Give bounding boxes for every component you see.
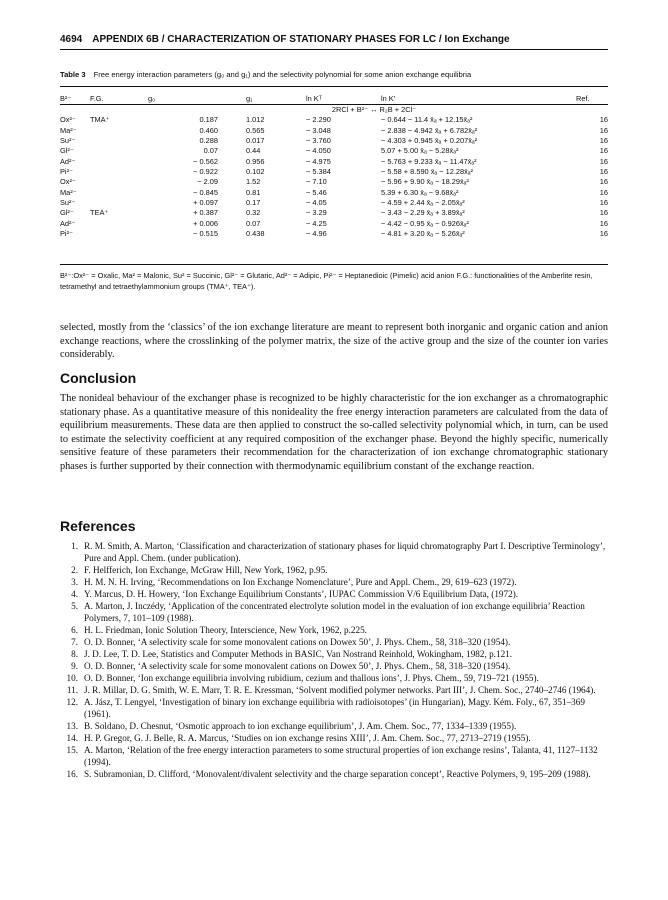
cell-g0: − 2.09 xyxy=(197,177,218,187)
free-energy-table xyxy=(60,92,608,239)
cell-lnkt: − 4.050 xyxy=(306,146,331,156)
cell-fg xyxy=(90,146,148,156)
cell-ref: 16 xyxy=(599,156,608,166)
reference-number: 1. xyxy=(71,541,78,551)
cell-g1: 1.012 xyxy=(246,115,265,125)
cell-polynomial: − 0.644 − 11.4 x̄ₐ + 12.15x̄ₐ² xyxy=(381,115,473,125)
cell-lnkt: − 4.975 xyxy=(306,156,331,166)
reference-number: 3. xyxy=(71,577,78,587)
cell-lnkt: − 5.384 xyxy=(306,167,331,177)
table-row xyxy=(60,157,608,167)
reference-text: O. D. Bonner, ‘Ion exchange equilibria involving rubidium, cezium and thallous ions’, J. Phys. Chem., 59, 719–721 (1955). xyxy=(84,673,539,683)
cell-fg xyxy=(90,219,148,229)
reference-item xyxy=(60,636,608,648)
cell-lnkt: − 2.290 xyxy=(306,115,331,125)
table-row xyxy=(60,126,608,136)
cell-g0: 0.288 xyxy=(199,136,218,146)
reference-text: A. Marton, J. Inczédy, ‘Application of the concentrated electrolyte solution model in the evaluation of ion exchange equilibria’ Reaction Polymers, 7, 101–109 (1988). xyxy=(84,601,585,623)
cell-ion: Pi²⁻ xyxy=(60,167,73,177)
reference-text: H. L. Friedman, Ionic Solution Theory, Interscience, New York, 1962, p.225. xyxy=(84,625,367,635)
cell-ref: 16 xyxy=(599,167,608,177)
reference-number: 13. xyxy=(66,721,78,731)
cell-ion: Ad²⁻ xyxy=(60,218,76,228)
cell-lnkt: − 4.96 xyxy=(306,229,327,239)
cell-ion: Pi²⁻ xyxy=(60,229,73,239)
cell-g0: 0.460 xyxy=(199,125,218,135)
cell-g0: + 0.387 xyxy=(193,208,218,218)
cell-g1: 0.017 xyxy=(246,136,265,146)
reference-number: 14. xyxy=(66,733,78,743)
cell-ion: Ma²⁻ xyxy=(60,187,77,197)
cell-g1: 0.17 xyxy=(246,198,261,208)
header-g1: g₁ xyxy=(246,93,253,103)
table-header-row xyxy=(60,92,608,105)
cell-ion: Ox²⁻ xyxy=(60,115,76,125)
cell-ref: 16 xyxy=(599,177,608,187)
cell-fg: TMA⁺ xyxy=(90,115,110,125)
reference-text: H. P. Gregor, G. J. Belle, R. A. Marcus, ‘Studies on ion exchange resins XIII’, J. Am. Chem. Soc., 77, 2713–2719 (1955). xyxy=(84,733,531,743)
conclusion-paragraph: The nonideal behaviour of the exchanger phase is recognized to be highly characteristic for the ion exchanger as a chromatographic stationary phase. As a quantitative measure of this nonideality the free energy interaction parameters are calculated from the data of equilibrium measurements. These data are then applied to construct the so-called selectivity polynomial which, in turn, can be used to estimate the selectivity coefficient at any required composition of the exchanger phase. Beyond the highly specific, numerically sensitive feature of these parameters their recommendation for the characterization of ion exchange chromatographic stationary phases is further supported by their connection with thermodynamic equilibrium constant of the exchange reaction. xyxy=(60,393,608,472)
cell-g1: 0.102 xyxy=(246,167,265,177)
cell-g0: 0.07 xyxy=(203,146,218,156)
reference-number: 11. xyxy=(66,685,78,695)
references-heading: References xyxy=(60,518,136,534)
cell-lnkt: − 4.25 xyxy=(306,218,327,228)
cell-ion: Ox²⁻ xyxy=(60,177,76,187)
cell-lnkt: − 5.46 xyxy=(306,187,327,197)
cell-g0: 0.187 xyxy=(199,115,218,125)
cell-g0: + 0.006 xyxy=(193,218,218,228)
cell-polynomial: − 3.43 − 2.29 x̄ₐ + 3.89x̄ₐ² xyxy=(381,208,465,218)
header-rule xyxy=(60,49,608,50)
cell-g1: 0.07 xyxy=(246,218,261,228)
reference-item xyxy=(60,648,608,660)
header-lnkt: ln Kᵀ xyxy=(306,93,322,103)
reference-text: J. D. Lee, T. D. Lee, Statistics and Computer Methods in BASIC, Van Nostrand Reinhold, Wokingham, 1982, p.121. xyxy=(84,649,513,659)
table-row xyxy=(60,177,608,187)
reference-number: 10. xyxy=(66,673,78,683)
reference-item xyxy=(60,540,608,564)
reference-item xyxy=(60,720,608,732)
cell-g1: 0.438 xyxy=(246,229,265,239)
cell-g0: − 0.922 xyxy=(193,167,218,177)
header-g0: g₀ xyxy=(148,93,156,103)
reference-item xyxy=(60,588,608,600)
cell-g1: 1.52 xyxy=(246,177,261,187)
header-fg: F.G. xyxy=(90,93,104,103)
reference-text: R. M. Smith, A. Marton, ‘Classification and characterization of stationary phases for liquid chromatography Part I. Descriptive Terminology’, Pure and Appl. Chem. (under publication). xyxy=(84,541,606,563)
table-row xyxy=(60,229,608,239)
table-row xyxy=(60,198,608,208)
cell-polynomial: − 5.58 + 8.590 x̄ₐ − 12.28x̄ₐ² xyxy=(381,167,473,177)
cell-ref: 16 xyxy=(599,146,608,156)
cell-g0: − 0.515 xyxy=(193,229,218,239)
cell-g1: 0.32 xyxy=(246,208,261,218)
cell-ref: 16 xyxy=(599,115,608,125)
reference-text: A. Jász, T. Lengyel, ‘Investigation of binary ion exchange equilibria with radioisotopes’ (in Hungarian), Magy. Kém. Foly., 67, 351–369 (1961). xyxy=(84,697,585,719)
page-number: 4694 xyxy=(60,34,83,45)
cell-ref: 16 xyxy=(599,136,608,146)
cell-g1: 0.956 xyxy=(246,156,265,166)
cell-fg xyxy=(90,198,148,208)
header-ref: Ref. xyxy=(576,93,590,103)
reference-text: J. R. Millar, D. G. Smith, W. E. Marr, T. R. E. Kressman, ‘Solvent modified polymer networks. Part III’, J. Chem. Soc., 2740–2746 (1964). xyxy=(84,685,596,695)
cell-ref: 16 xyxy=(599,187,608,197)
table-row xyxy=(60,115,608,125)
cell-polynomial: − 4.303 + 0.945 x̄ₐ + 0.207x̄ₐ² xyxy=(381,136,478,146)
reference-item xyxy=(60,624,608,636)
cell-g0: − 0.562 xyxy=(193,156,218,166)
reference-text: Y. Marcus, D. H. Howery, ‘Ion Exchange Equilibrium Constants’, IUPAC Commission V/6 Equilibrium Data, (1972). xyxy=(84,589,519,599)
reference-number: 4. xyxy=(71,589,78,599)
table-row xyxy=(60,146,608,156)
table-row xyxy=(60,208,608,218)
table-row xyxy=(60,188,608,198)
cell-ion: Su²⁻ xyxy=(60,198,76,208)
reference-number: 16. xyxy=(66,769,78,779)
header-lnk-prime: ln K′ xyxy=(381,93,396,103)
table-row xyxy=(60,136,608,146)
cell-lnkt: − 3.760 xyxy=(306,136,331,146)
reference-item xyxy=(60,696,608,720)
cell-ion: Su²⁻ xyxy=(60,136,76,146)
cell-lnkt: − 7.10 xyxy=(306,177,327,187)
reference-number: 9. xyxy=(71,661,78,671)
reference-number: 5. xyxy=(71,601,78,611)
reference-item xyxy=(60,732,608,744)
cell-fg xyxy=(90,229,148,239)
reference-item xyxy=(60,684,608,696)
reference-number: 12. xyxy=(66,697,78,707)
running-head xyxy=(60,34,608,45)
reference-text: O. D. Bonner, ‘A selectivity scale for some monovalent cations on Dowex 50’, J. Phys. Chem., 58, 318–320 (1954). xyxy=(84,637,511,647)
reference-text: S. Subramonian, D. Clifford, ‘Monovalent/divalent selectivity and the charge separation concept’, Reactive Polymers, 9, 195–209 (1988). xyxy=(84,769,591,779)
reference-number: 8. xyxy=(71,649,78,659)
cell-ref: 16 xyxy=(599,198,608,208)
cell-ion: Ma²⁻ xyxy=(60,125,77,135)
table-label: Table 3 xyxy=(60,70,86,79)
cell-ion: Gl²⁻ xyxy=(60,146,74,156)
cell-fg xyxy=(90,157,148,167)
cell-polynomial: − 5.96 + 9.90 x̄ₐ − 18.29x̄ₐ² xyxy=(381,177,469,187)
reference-item xyxy=(60,660,608,672)
cell-ref: 16 xyxy=(599,218,608,228)
reference-item xyxy=(60,768,608,780)
reference-item xyxy=(60,600,608,624)
reference-text: B. Soldano, D. Chesnut, ‘Osmotic approach to ion exchange equilibrium’, J. Am. Chem. Soc., 77, 1334–1339 (1955). xyxy=(84,721,517,731)
table-bottom-rule xyxy=(60,264,608,265)
reference-item xyxy=(60,672,608,684)
cell-ion: Gl²⁻ xyxy=(60,208,74,218)
cell-lnkt: − 3.29 xyxy=(306,208,327,218)
table-row xyxy=(60,219,608,229)
cell-polynomial: − 4.42 − 0.95 x̄ₐ − 0.926x̄ₐ² xyxy=(381,218,469,228)
cell-polynomial: − 2.838 − 4.942 x̄ₐ + 6.782x̄ₐ² xyxy=(381,125,478,135)
running-head-title: APPENDIX 6B / CHARACTERIZATION OF STATIONARY PHASES FOR LC / Ion Exchange xyxy=(92,34,510,45)
cell-lnkt: − 3.048 xyxy=(306,125,331,135)
cell-fg: TEA⁺ xyxy=(90,208,109,218)
reference-number: 15. xyxy=(66,745,78,755)
table-caption-text: Free energy interaction parameters (g₀ and g₁) and the selectivity polynomial for some anion exchange equilibria xyxy=(93,70,472,79)
cell-fg xyxy=(90,126,148,136)
cell-polynomial: 5.07 + 5.00 x̄ₐ − 5.28x̄ₐ² xyxy=(381,146,459,156)
cell-g0: + 0.097 xyxy=(193,198,218,208)
cell-ref: 16 xyxy=(599,229,608,239)
cell-polynomial: − 5.763 + 9.233 x̄ₐ − 11.47x̄ₐ² xyxy=(381,156,477,166)
reference-number: 2. xyxy=(71,565,78,575)
reference-text: O. D. Bonner, ‘A selectivity scale for some monovalent cations on Dowex 50’, J. Phys. Chem., 58, 318–320 (1954). xyxy=(84,661,511,671)
reference-item xyxy=(60,576,608,588)
cell-fg xyxy=(90,136,148,146)
reference-item xyxy=(60,744,608,768)
cell-fg xyxy=(90,177,148,187)
reaction-row xyxy=(60,105,608,116)
cell-polynomial: − 4.81 + 3.20 x̄ₐ − 5.26x̄ₐ² xyxy=(381,229,465,239)
table-row xyxy=(60,167,608,177)
reaction-equation: 2RCl + B²⁻ ↔ R₂B + 2Cl⁻ xyxy=(60,105,608,116)
header-ion: B²⁻ xyxy=(60,93,72,103)
cell-g1: 0.81 xyxy=(246,187,261,197)
reference-text: A. Marton, ‘Relation of the free energy interaction parameters to some structural properties of ion exchange resins’, Talanta, 41, 1127–1132 (1994). xyxy=(84,745,598,767)
cell-lnkt: − 4.05 xyxy=(306,198,327,208)
reference-number: 7. xyxy=(71,637,78,647)
reference-item xyxy=(60,564,608,576)
intro-paragraph: selected, mostly from the ‘classics’ of the ion exchange literature are meant to represent both inorganic and organic cation and anion exchange reactions, where the crosslinking of the polymer matrix, the size of the active group and the size of the counter ion varies considerably. xyxy=(60,322,608,360)
reference-text: F. Helfferich, Ion Exchange, McGraw Hill, New York, 1962, p.95. xyxy=(84,565,328,575)
table-top-rule xyxy=(60,86,608,87)
cell-ref: 16 xyxy=(599,125,608,135)
table-footnote: B²⁻:Ox²⁻ = Oxalic, Ma² = Malonic, Su² = Succinic, Gl²⁻ = Glutaric, Ad²⁻ = Adipic, Pi²⁻ = Heptanedioic (Pimelic) acid anion F.G.: functionalities of the Amberlite resin, tetramethyl and tetraethylammonium groups (TMA⁺, TEA⁺). xyxy=(60,271,593,291)
cell-fg xyxy=(90,167,148,177)
cell-ion: Ad²⁻ xyxy=(60,156,76,166)
cell-polynomial: − 4.59 + 2.44 x̄ₐ − 2.05x̄ₐ² xyxy=(381,198,465,208)
reference-number: 6. xyxy=(71,625,78,635)
cell-g1: 0.44 xyxy=(246,146,261,156)
conclusion-heading: Conclusion xyxy=(60,370,137,386)
reference-text: H. M. N. H. Irving, ‘Recommendations on Ion Exchange Nomenclature’, Pure and Appl. Chem., 29, 619–623 (1972). xyxy=(84,577,517,587)
reference-list xyxy=(60,540,608,780)
cell-ref: 16 xyxy=(599,208,608,218)
table-caption xyxy=(60,70,608,79)
cell-polynomial: 5.39 + 6.30 x̄ₐ − 9.68x̄ₐ² xyxy=(381,187,459,197)
cell-g1: 0.565 xyxy=(246,125,265,135)
cell-fg xyxy=(90,188,148,198)
cell-g0: − 0.845 xyxy=(193,187,218,197)
